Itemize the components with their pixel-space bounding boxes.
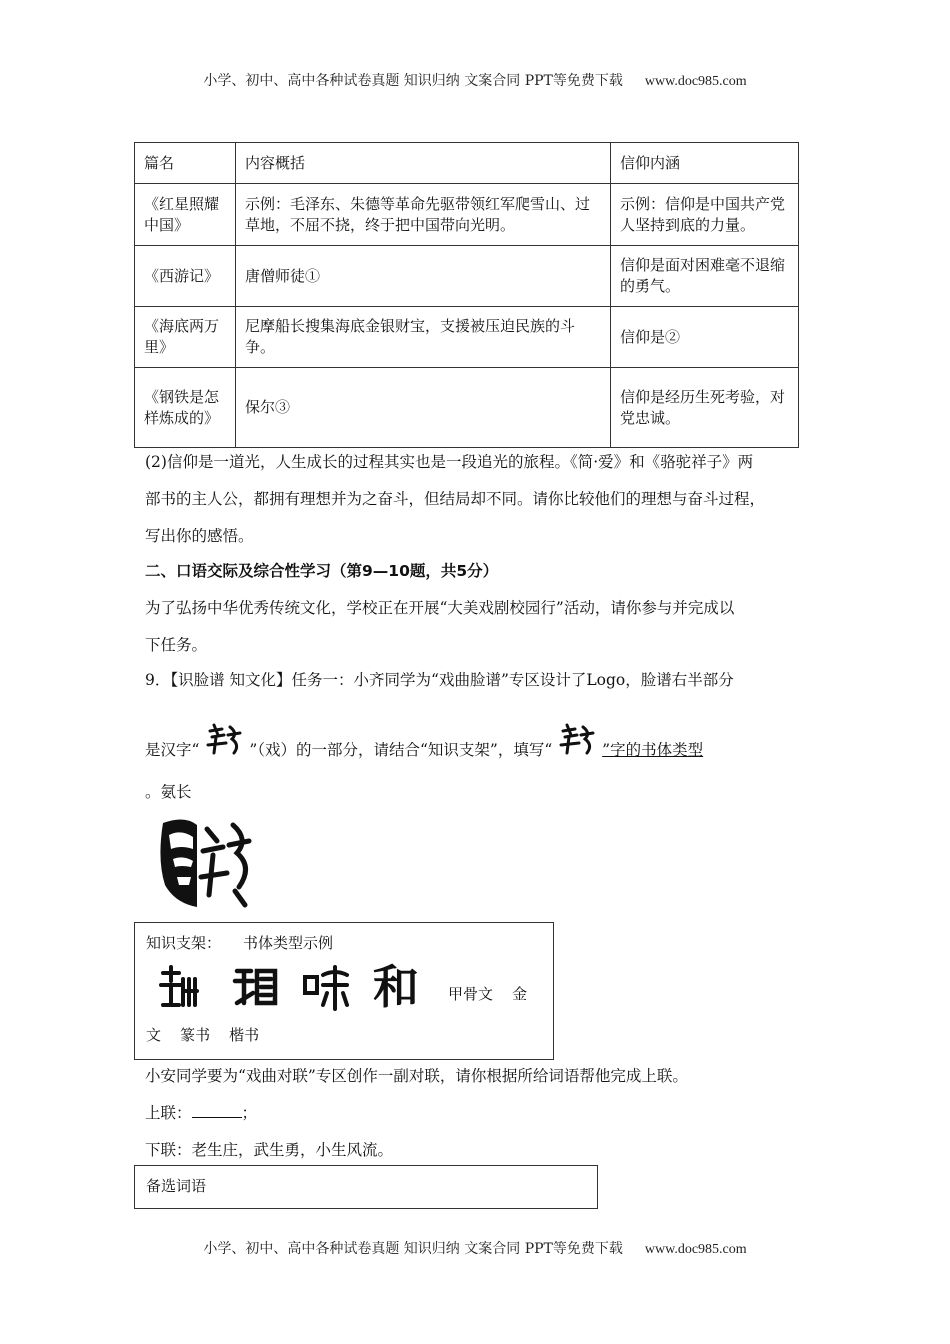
couplet-section <box>145 1058 810 1169</box>
seal-xi-glyph-icon <box>557 723 597 757</box>
script-types-line-2: 文 篆书 楷书 <box>146 1026 260 1044</box>
knowledge-title <box>146 932 333 953</box>
upper-couplet-end: ； <box>241 1104 258 1122</box>
q9-text: ”字的书体类型 <box>602 741 704 759</box>
reading-table <box>134 142 799 448</box>
table-cell: 信仰是② <box>611 307 799 368</box>
seal-script-he-icon <box>301 963 349 1013</box>
header-url[interactable]: www.doc985.com <box>644 74 747 89</box>
table-header-row <box>135 143 799 184</box>
table-cell: 《海底两万里》 <box>135 307 236 368</box>
table-cell: 《红星照耀中国》 <box>135 184 236 246</box>
table-row <box>135 184 799 246</box>
q2-line: (2)信仰是一道光，人生成长的过程其实也是一段追光的旅程。《简·爱》和《骆驼祥子》两 <box>145 453 754 471</box>
table-cell: 《西游记》 <box>135 246 236 307</box>
knowledge-scaffold-box <box>134 922 554 1060</box>
activity-intro <box>145 590 810 664</box>
footer-url[interactable]: www.doc985.com <box>644 1242 747 1257</box>
table-cell: 《钢铁是怎样炼成的》 <box>135 368 236 448</box>
oracle-bone-he-icon <box>157 963 199 1013</box>
page-footer <box>0 1238 950 1258</box>
regular-script-he: 和 <box>373 960 419 1014</box>
upper-couplet-label: 上联： <box>145 1104 192 1122</box>
question-9 <box>145 662 810 699</box>
upper-couplet-blank[interactable] <box>192 1102 242 1118</box>
q9-text: ”（戏）的一部分，请结合“知识支架”，填写“ <box>249 741 553 759</box>
q2-line: 部书的主人公，都拥有理想并为之奋斗，但结局却不同。请你比较他们的理想与奋斗过程， <box>145 490 766 508</box>
lower-couplet: 下联：老生庄，武生勇，小生风流。 <box>145 1141 394 1159</box>
opera-mask-logo-icon <box>155 815 255 910</box>
table-cell: 示例：信仰是中国共产党人坚持到底的力量。 <box>611 184 799 246</box>
page-header <box>0 70 950 90</box>
q9-line: 9．【识脸谱 知文化】任务一：小齐同学为“戏曲脸谱”专区设计了Logo，脸谱右半部分 <box>145 671 734 689</box>
knowledge-label: 知识支架： <box>146 934 222 952</box>
table-cell: 示例：毛泽东、朱德等革命先驱带领红军爬雪山、过草地，不屈不挠，终于把中国带向光明。 <box>236 184 611 246</box>
table-header-cell: 内容概括 <box>236 143 611 184</box>
table-cell: 尼摩船长搜集海底金银财宝，支援被压迫民族的斗争。 <box>236 307 611 368</box>
q9-line-2 <box>145 723 810 770</box>
candidate-words-box <box>134 1165 598 1209</box>
section-2-title: 二、口语交际及综合性学习（第9—10题，共5分） <box>145 562 499 580</box>
intro-line: 为了弘扬中华优秀传统文化，学校正在开展“大美戏剧校园行”活动，请你参与并完成以 <box>145 599 735 617</box>
candidate-words-label: 备选词语 <box>146 1177 207 1195</box>
footer-text: 小学、初中、高中各种试卷真题 知识归纳 文案合同 PPT等免费下载 <box>203 1241 623 1257</box>
table-row <box>135 246 799 307</box>
table-header-cell: 信仰内涵 <box>611 143 799 184</box>
intro-line: 下任务。 <box>145 636 208 654</box>
header-text: 小学、初中、高中各种试卷真题 知识归纳 文案合同 PPT等免费下载 <box>203 73 623 89</box>
table-cell: 保尔③ <box>236 368 611 448</box>
table-cell: 唐僧师徒① <box>236 246 611 307</box>
table-cell: 信仰是面对困难毫不退缩的勇气。 <box>611 246 799 307</box>
knowledge-subtitle: 书体类型示例 <box>243 934 334 952</box>
q2-line: 写出你的感悟。 <box>145 527 254 545</box>
table-row <box>135 307 799 368</box>
couplet-instruction: 小安同学要为“戏曲对联”专区创作一副对联，请你根据所给词语帮他完成上联。 <box>145 1067 688 1085</box>
script-types-line-1: 甲骨文 金 <box>448 985 528 1003</box>
upper-couplet <box>145 1095 810 1132</box>
table-cell: 信仰是经历生死考验，对党忠诚。 <box>611 368 799 448</box>
seal-xi-glyph-icon <box>204 723 244 757</box>
table-header-cell: 篇名 <box>135 143 236 184</box>
q9-line-3: 。氨长 <box>145 783 192 801</box>
bronze-inscription-he-icon <box>231 963 279 1013</box>
table-row <box>135 368 799 448</box>
question-2 <box>145 444 810 555</box>
q9-text: 是汉字“ <box>145 741 200 759</box>
